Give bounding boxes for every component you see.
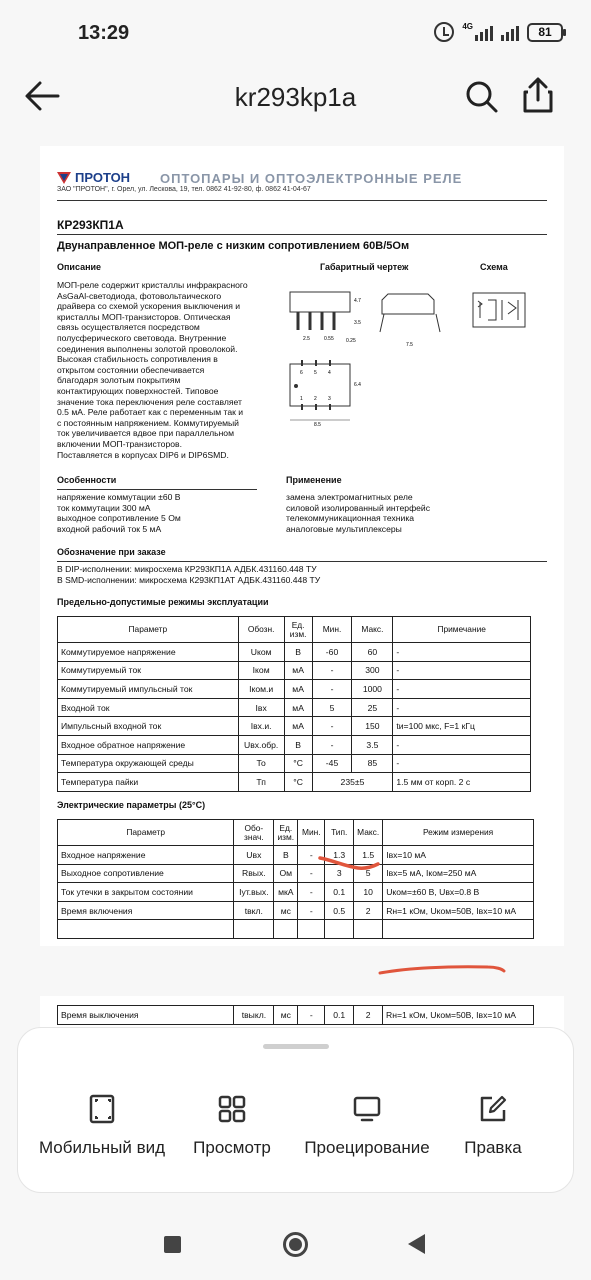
brand-name: ПРОТОН xyxy=(75,170,131,185)
document-page[interactable] xyxy=(40,146,564,946)
proton-logo-icon xyxy=(57,172,71,184)
column-header: Тип. xyxy=(325,820,354,846)
table-row: Время выключения tвыкл. мс - 0.1 2 Rн=1 кОм, Uком=50В, Iвх=10 мА xyxy=(58,1006,534,1025)
pin-label: 4 xyxy=(328,370,331,376)
brand-address: ЗАО "ПРОТОН", г. Орел, ул. Лескова, 19, тел. 0862 41-92-80, ф. 0862 41-04-67 xyxy=(57,186,311,193)
signal-icon xyxy=(475,23,493,41)
pin-label: 1 xyxy=(300,396,303,402)
share-button[interactable] xyxy=(518,76,558,116)
drag-handle[interactable] xyxy=(263,1044,329,1049)
brand-subtitle: ОПТОПАРЫ И ОПТОЭЛЕКТРОННЫЕ РЕЛЕ xyxy=(160,171,463,186)
search-icon xyxy=(463,78,501,116)
divider xyxy=(57,489,257,490)
app-bar xyxy=(0,64,591,128)
edit-label: Правка xyxy=(464,1138,522,1157)
mobile-view-button[interactable] xyxy=(37,1094,167,1159)
alarm-icon xyxy=(434,22,454,42)
dim-label: 8.5 xyxy=(314,422,321,428)
pin-label: 6 xyxy=(300,370,303,376)
features-title: Особенности xyxy=(57,475,117,485)
system-nav-bar xyxy=(0,1212,591,1280)
electrical-table-continued xyxy=(57,1005,534,1025)
divider xyxy=(57,234,547,235)
status-bar xyxy=(0,0,591,64)
battery-icon: 81 xyxy=(527,23,563,42)
description-text: МОП-реле содержит кристаллы инфракрасного AsGaAl-светодиода, фотовольтаического драйвера со схемой ускорения выключения и кристаллы МОП-транзисторов. Оптическая связь осуществляется посредством полусферического световода. Внутренние соединения выполнены золотой проволокой. Высокая стабильность сопротивления в открытом состоянии обеспечивается благодаря золотым покрытиям контактирующих поверхностей. Типовое значение тока переключения реле составляет 0.5 мА. Реле работает как с переменным так и с постоянным напряжением. Коммутируемый ток увеличивается вдвое при параллельном включении МОП-транзисторов. Поставляется в корпусах DIP6 и DIP6SMD. xyxy=(57,280,248,460)
handwritten-underline xyxy=(378,964,506,976)
order-title: Обозначение при заказе xyxy=(57,547,166,557)
column-header: Обозн. xyxy=(238,617,284,643)
column-header: Режим измерения xyxy=(383,820,534,846)
projection-label: Проецирование xyxy=(304,1138,430,1157)
table-row: Импульсный входной ток Iвх.и. мА - 150 tи=100 мкс, F=1 кГц xyxy=(58,717,531,736)
divider xyxy=(57,561,547,562)
electrical-title: Электрические параметры (25°С) xyxy=(57,800,206,810)
projection-button[interactable] xyxy=(297,1094,437,1159)
electrical-table xyxy=(57,819,534,939)
limits-title: Предельно-допустимые режимы эксплуатации xyxy=(57,597,269,607)
table-row: Коммутируемый импульсный ток Iком.и мА - 1000 - xyxy=(58,680,531,699)
home-button[interactable] xyxy=(283,1232,308,1257)
column-header: Макс. xyxy=(352,617,393,643)
table-row: Входное обратное напряжение Uвх.обр. В - 3.5 - xyxy=(58,735,531,754)
network-type: 4G xyxy=(462,21,473,31)
signal-icon-2 xyxy=(501,23,519,41)
edit-button[interactable] xyxy=(428,1094,558,1159)
dim-label: 3.5 xyxy=(354,320,361,326)
table-row: Температура окружающей среды То °С -45 85 - xyxy=(58,754,531,773)
description-title: Описание xyxy=(57,262,102,272)
column-header: Примечание xyxy=(393,617,531,643)
pin-label: 3 xyxy=(328,396,331,402)
table-header-row xyxy=(58,617,531,643)
monitor-icon xyxy=(352,1094,382,1124)
table-row: Коммутируемый ток Iком мА - 300 - xyxy=(58,661,531,680)
table-header-row xyxy=(58,820,534,846)
clock: 13:29 xyxy=(78,22,130,44)
dim-label: 0.25 xyxy=(346,338,356,344)
table-row xyxy=(58,920,534,939)
table-row: Входное напряжение Uвх В - 1.3 1.5 Iвх=10 мА xyxy=(58,846,534,865)
view-grid-icon xyxy=(217,1094,247,1124)
dim-label: 2.5 xyxy=(303,336,310,342)
divider xyxy=(57,200,547,201)
table-row: Температура пайки Тп °С 235±5 1.5 мм от корп. 2 с xyxy=(58,773,531,792)
pin-label: 2 xyxy=(314,396,317,402)
system-back-button[interactable] xyxy=(408,1234,425,1254)
view-label: Просмотр xyxy=(193,1138,271,1157)
applications-title: Применение xyxy=(286,475,342,485)
applications-text: замена электромагнитных реле силовой изолированный интерфейс телекоммуникационная техника аналоговые мультиплексеры xyxy=(286,492,431,534)
table-row: Выходное сопротивление Rвых. Ом - 3 5 Iвх=5 мА, Iком=250 мА xyxy=(58,864,534,883)
table-row: Ток утечки в закрытом состоянии Iут.вых. мкА - 0.1 10 Uком=±60 В, Uвх=0.8 В xyxy=(58,883,534,902)
column-header: Параметр xyxy=(58,617,239,643)
dimensions-title: Габаритный чертеж xyxy=(320,262,409,272)
part-number: КР293КП1А xyxy=(57,218,124,232)
features-text: напряжение коммутации ±60 В ток коммутации 300 мА выходное сопротивление 5 Ом входной рабочий ток 5 мА xyxy=(57,492,181,534)
table-row: Входной ток Iвх мА 5 25 - xyxy=(58,698,531,717)
table-row: Коммутируемое напряжение Uком В -60 60 - xyxy=(58,643,531,662)
recent-apps-button[interactable] xyxy=(164,1236,181,1253)
mobile-view-icon xyxy=(87,1094,117,1124)
dimension-drawing xyxy=(288,282,488,437)
document-title: kr293kp1a xyxy=(234,82,357,112)
column-header: Ед. изм. xyxy=(284,617,312,643)
mobile-view-label: Мобильный вид xyxy=(38,1138,166,1157)
status-icons xyxy=(434,22,563,42)
dim-label: 6.4 xyxy=(354,382,361,388)
scheme-title: Схема xyxy=(480,262,508,272)
limits-table xyxy=(57,616,531,792)
column-header: Макс. xyxy=(354,820,383,846)
view-button[interactable] xyxy=(167,1094,297,1159)
column-header: Обо-знач. xyxy=(234,820,274,846)
column-header: Мин. xyxy=(298,820,325,846)
search-button[interactable] xyxy=(463,78,501,116)
column-header: Параметр xyxy=(58,820,234,846)
order-text: В DIP-исполнении: микросхема КР293КП1А АДБК.431160.448 ТУ В SMD-исполнении: микросхема К293КП1АТ АДБК.431160.448 ТУ xyxy=(57,564,321,585)
dim-label: 4.7 xyxy=(354,298,361,304)
page-gap xyxy=(0,946,591,996)
brand xyxy=(57,170,130,185)
column-header: Ед. изм. xyxy=(274,820,298,846)
dim-label: 0.55 xyxy=(324,336,334,342)
doc-heading: Двунаправленное МОП-реле с низким сопротивлением 60В/5Ом xyxy=(57,240,410,252)
table-row: Время включения tвкл. мс - 0.5 2 Rн=1 кОм, Uком=50В, Iвх=10 мА xyxy=(58,901,534,920)
column-header: Мин. xyxy=(312,617,352,643)
edit-icon xyxy=(478,1094,508,1124)
schematic-drawing xyxy=(472,292,526,328)
bottom-sheet xyxy=(17,1027,574,1193)
share-icon xyxy=(518,76,558,116)
pin-label: 5 xyxy=(314,370,317,376)
handwritten-underline xyxy=(318,850,380,872)
dim-label: 7.5 xyxy=(406,342,413,348)
